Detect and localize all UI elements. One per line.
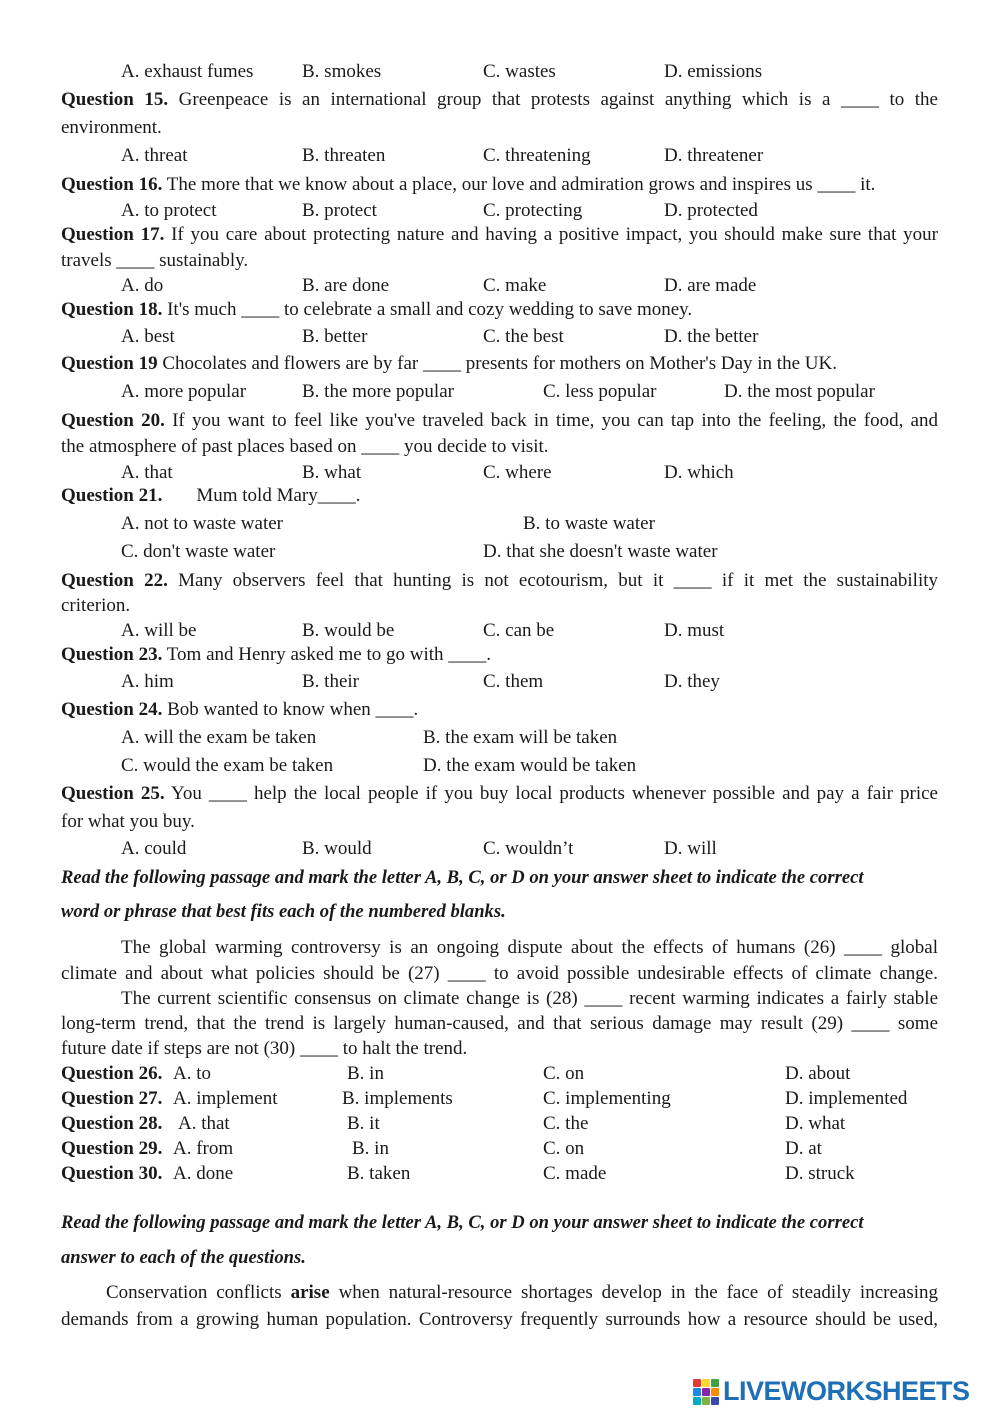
q21-stem — [61, 484, 938, 508]
q19-option-a[interactable]: A. more popular — [121, 381, 247, 402]
logo-tile — [693, 1388, 701, 1396]
logo-tile — [693, 1379, 701, 1387]
q16-option-d[interactable]: D. protected — [664, 200, 758, 221]
passage2-line2: demands from a growing human population. Controversy frequently surrounds how a resource should be used, — [61, 1309, 938, 1330]
q25-option-c[interactable]: C. wouldn’t — [483, 838, 574, 859]
passage1-p1-line1: The global warming controversy is an ongoing dispute about the effects of humans (26) ____ global — [121, 937, 938, 958]
q18-option-c[interactable]: C. the best — [483, 326, 564, 347]
q22-label: Question 22. — [61, 570, 168, 591]
q28-label: Question 28. — [61, 1113, 163, 1134]
q22-stem-line1 — [61, 569, 938, 593]
q18-option-a[interactable]: A. best — [121, 326, 175, 347]
passage2-line1-post: when natural-resource shortages develop in the face of steadily increasing — [329, 1282, 938, 1303]
instruction-cloze-line1: Read the following passage and mark the letter A, B, C, or D on your answer sheet to indicate the correct — [61, 867, 864, 888]
q23-option-c[interactable]: C. them — [483, 671, 544, 692]
q29-option-d[interactable]: D. at — [785, 1138, 822, 1159]
q25-text: You ____ help the local people if you buy local products whenever possible and pay a fair price — [171, 783, 938, 804]
passage2-line1-pre: Conservation conflicts — [106, 1282, 291, 1303]
q22-option-c[interactable]: C. can be — [483, 620, 555, 641]
q20-label: Question 20. — [61, 410, 165, 431]
q19-option-b[interactable]: B. the more popular — [302, 381, 454, 402]
q24-option-b[interactable]: B. the exam will be taken — [423, 727, 618, 748]
q15-stem-line2: environment. — [61, 117, 162, 138]
q17-option-a[interactable]: A. do — [121, 275, 164, 296]
liveworksheets-logo — [693, 1373, 970, 1409]
q19-option-c[interactable]: C. less popular — [543, 381, 657, 402]
q25-stem-line1 — [61, 782, 938, 806]
q23-label: Question 23. — [61, 644, 163, 665]
q16-option-b[interactable]: B. protect — [302, 200, 377, 221]
q24-text: Bob wanted to know when ____. — [167, 699, 419, 720]
q16-text: The more that we know about a place, our love and admiration grows and inspires us ____ it. — [166, 174, 876, 195]
q18-text: It's much ____ to celebrate a small and cozy wedding to save money. — [167, 299, 693, 320]
passage2-keyword-arise: arise — [290, 1282, 330, 1303]
q24-option-a[interactable]: A. will the exam be taken — [121, 727, 317, 748]
q29-option-a[interactable]: A. from — [173, 1138, 234, 1159]
q15-option-c[interactable]: C. threatening — [483, 145, 591, 166]
q27-option-d[interactable]: D. implemented — [785, 1088, 908, 1109]
q14-option-a[interactable]: A. exhaust fumes — [121, 61, 254, 82]
logo-tile — [693, 1397, 701, 1405]
logo-tile — [702, 1397, 710, 1405]
logo-tile — [702, 1388, 710, 1396]
q15-option-d[interactable]: D. threatener — [664, 145, 764, 166]
instruction-reading-line2: answer to each of the questions. — [61, 1247, 306, 1268]
instruction-reading-line1: Read the following passage and mark the letter A, B, C, or D on your answer sheet to indicate the correct — [61, 1212, 864, 1233]
q18-option-b[interactable]: B. better — [302, 326, 368, 347]
q30-option-d[interactable]: D. struck — [785, 1163, 855, 1184]
q25-option-b[interactable]: B. would — [302, 838, 372, 859]
q21-option-b[interactable]: B. to waste water — [523, 513, 655, 534]
liveworksheets-logo-text: LIVEWORKSHEETS — [723, 1375, 970, 1406]
q25-stem-line2: for what you buy. — [61, 811, 195, 832]
q16-label: Question 16. — [61, 174, 163, 195]
q19-stem — [61, 352, 938, 376]
q28-option-d[interactable]: D. what — [785, 1113, 846, 1134]
q28-option-c[interactable]: C. the — [543, 1113, 589, 1134]
q21-option-d[interactable]: D. that she doesn't waste water — [483, 541, 718, 562]
q20-option-c[interactable]: C. where — [483, 462, 552, 483]
q25-option-d[interactable]: D. will — [664, 838, 717, 859]
q16-option-c[interactable]: C. protecting — [483, 200, 583, 221]
q27-option-b[interactable]: B. implements — [342, 1088, 453, 1109]
q17-label: Question 17. — [61, 224, 165, 245]
q17-stem-line2: travels ____ sustainably. — [61, 250, 249, 271]
q23-text: Tom and Henry asked me to go with ____. — [166, 644, 492, 665]
passage1-p1-line2: climate and about what policies should be (27) ____ to avoid possible undesirable effects of climate change. — [61, 963, 938, 984]
q20-text: If you want to feel like you've traveled back in time, you can tap into the feeling, the food, and — [172, 410, 938, 431]
logo-tile — [711, 1379, 719, 1387]
q27-option-a[interactable]: A. implement — [173, 1088, 278, 1109]
q22-option-a[interactable]: A. will be — [121, 620, 197, 641]
instruction-cloze-line2: word or phrase that best fits each of the numbered blanks. — [61, 901, 506, 922]
q17-option-d[interactable]: D. are made — [664, 275, 757, 296]
q29-option-c[interactable]: C. on — [543, 1138, 585, 1159]
q25-label: Question 25. — [61, 783, 165, 804]
q23-stem — [61, 643, 938, 667]
q28-option-a[interactable]: A. that — [178, 1113, 230, 1134]
q23-option-d[interactable]: D. they — [664, 671, 720, 692]
q19-option-d[interactable]: D. the most popular — [724, 381, 875, 402]
q17-stem-line1 — [61, 223, 938, 247]
passage1-p2-line2: long-term trend, that the trend is largely human-caused, and that serious damage may result (29) ____ some — [61, 1013, 938, 1034]
q15-option-a[interactable]: A. threat — [121, 145, 188, 166]
q21-text: Mum told Mary____. — [196, 485, 361, 506]
q16-stem — [61, 173, 938, 197]
q20-stem-line2: the atmosphere of past places based on ____ you decide to visit. — [61, 436, 549, 457]
q20-option-a[interactable]: A. that — [121, 462, 173, 483]
q30-option-c[interactable]: C. made — [543, 1163, 607, 1184]
q26-option-d[interactable]: D. about — [785, 1063, 851, 1084]
q23-option-a[interactable]: A. him — [121, 671, 174, 692]
q22-option-b[interactable]: B. would be — [302, 620, 395, 641]
q29-option-b[interactable]: B. in — [352, 1138, 389, 1159]
logo-tile — [711, 1397, 719, 1405]
q18-option-d[interactable]: D. the better — [664, 326, 759, 347]
q15-label: Question 15. — [61, 89, 169, 110]
q24-label: Question 24. — [61, 699, 163, 720]
q24-option-c[interactable]: C. would the exam be taken — [121, 755, 334, 776]
q24-option-d[interactable]: D. the exam would be taken — [423, 755, 637, 776]
q17-text: If you care about protecting nature and having a positive impact, you should make sure that your — [171, 224, 938, 245]
q27-label: Question 27. — [61, 1088, 163, 1109]
q30-label: Question 30. — [61, 1163, 163, 1184]
passage1-p2-line1: The current scientific consensus on climate change is (28) ____ recent warming indicates a fairly stable — [121, 988, 938, 1009]
q18-label: Question 18. — [61, 299, 163, 320]
q17-option-c[interactable]: C. make — [483, 275, 547, 296]
logo-tile — [702, 1379, 710, 1387]
q22-text: Many observers feel that hunting is not ecotourism, but it ____ if it met the sustainability — [178, 570, 939, 591]
q15-option-b[interactable]: B. threaten — [302, 145, 386, 166]
liveworksheets-logo-icon — [693, 1379, 719, 1403]
q25-option-a[interactable]: A. could — [121, 838, 187, 859]
logo-tile — [711, 1388, 719, 1396]
passage1-p2-line3: future date if steps are not (30) ____ to halt the trend. — [61, 1038, 468, 1059]
q14-option-b[interactable]: B. smokes — [302, 61, 382, 82]
q28-option-b[interactable]: B. it — [347, 1113, 380, 1134]
q20-stem-line1 — [61, 409, 938, 433]
q26-label: Question 26. — [61, 1063, 163, 1084]
q14-option-d[interactable]: D. emissions — [664, 61, 763, 82]
q19-text: Chocolates and flowers are by far ____ presents for mothers on Mother's Day in the UK. — [162, 353, 837, 374]
passage2-line1 — [106, 1281, 938, 1305]
q21-option-c[interactable]: C. don't waste water — [121, 541, 276, 562]
q22-option-d[interactable]: D. must — [664, 620, 725, 641]
q16-option-a[interactable]: A. to protect — [121, 200, 217, 221]
q30-option-a[interactable]: A. done — [173, 1163, 234, 1184]
q26-option-c[interactable]: C. on — [543, 1063, 585, 1084]
q27-option-c[interactable]: C. implementing — [543, 1088, 671, 1109]
q21-label: Question 21. — [61, 485, 163, 506]
q23-option-b[interactable]: B. their — [302, 671, 359, 692]
q29-label: Question 29. — [61, 1138, 163, 1159]
q26-option-b[interactable]: B. in — [347, 1063, 384, 1084]
q21-option-a[interactable]: A. not to waste water — [121, 513, 283, 534]
q22-stem-line2: criterion. — [61, 595, 131, 616]
q26-option-a[interactable]: A. to — [173, 1063, 211, 1084]
q15-stem-line1 — [61, 88, 938, 112]
q19-label: Question 19 — [61, 353, 158, 374]
q24-stem — [61, 698, 938, 722]
q18-stem — [61, 298, 938, 322]
q14-option-c[interactable]: C. wastes — [483, 61, 556, 82]
q17-option-b[interactable]: B. are done — [302, 275, 390, 296]
q20-option-d[interactable]: D. which — [664, 462, 734, 483]
q15-text: Greenpeace is an international group that protests against anything which is a ____ to the — [178, 89, 938, 110]
q30-option-b[interactable]: B. taken — [347, 1163, 411, 1184]
q20-option-b[interactable]: B. what — [302, 462, 362, 483]
